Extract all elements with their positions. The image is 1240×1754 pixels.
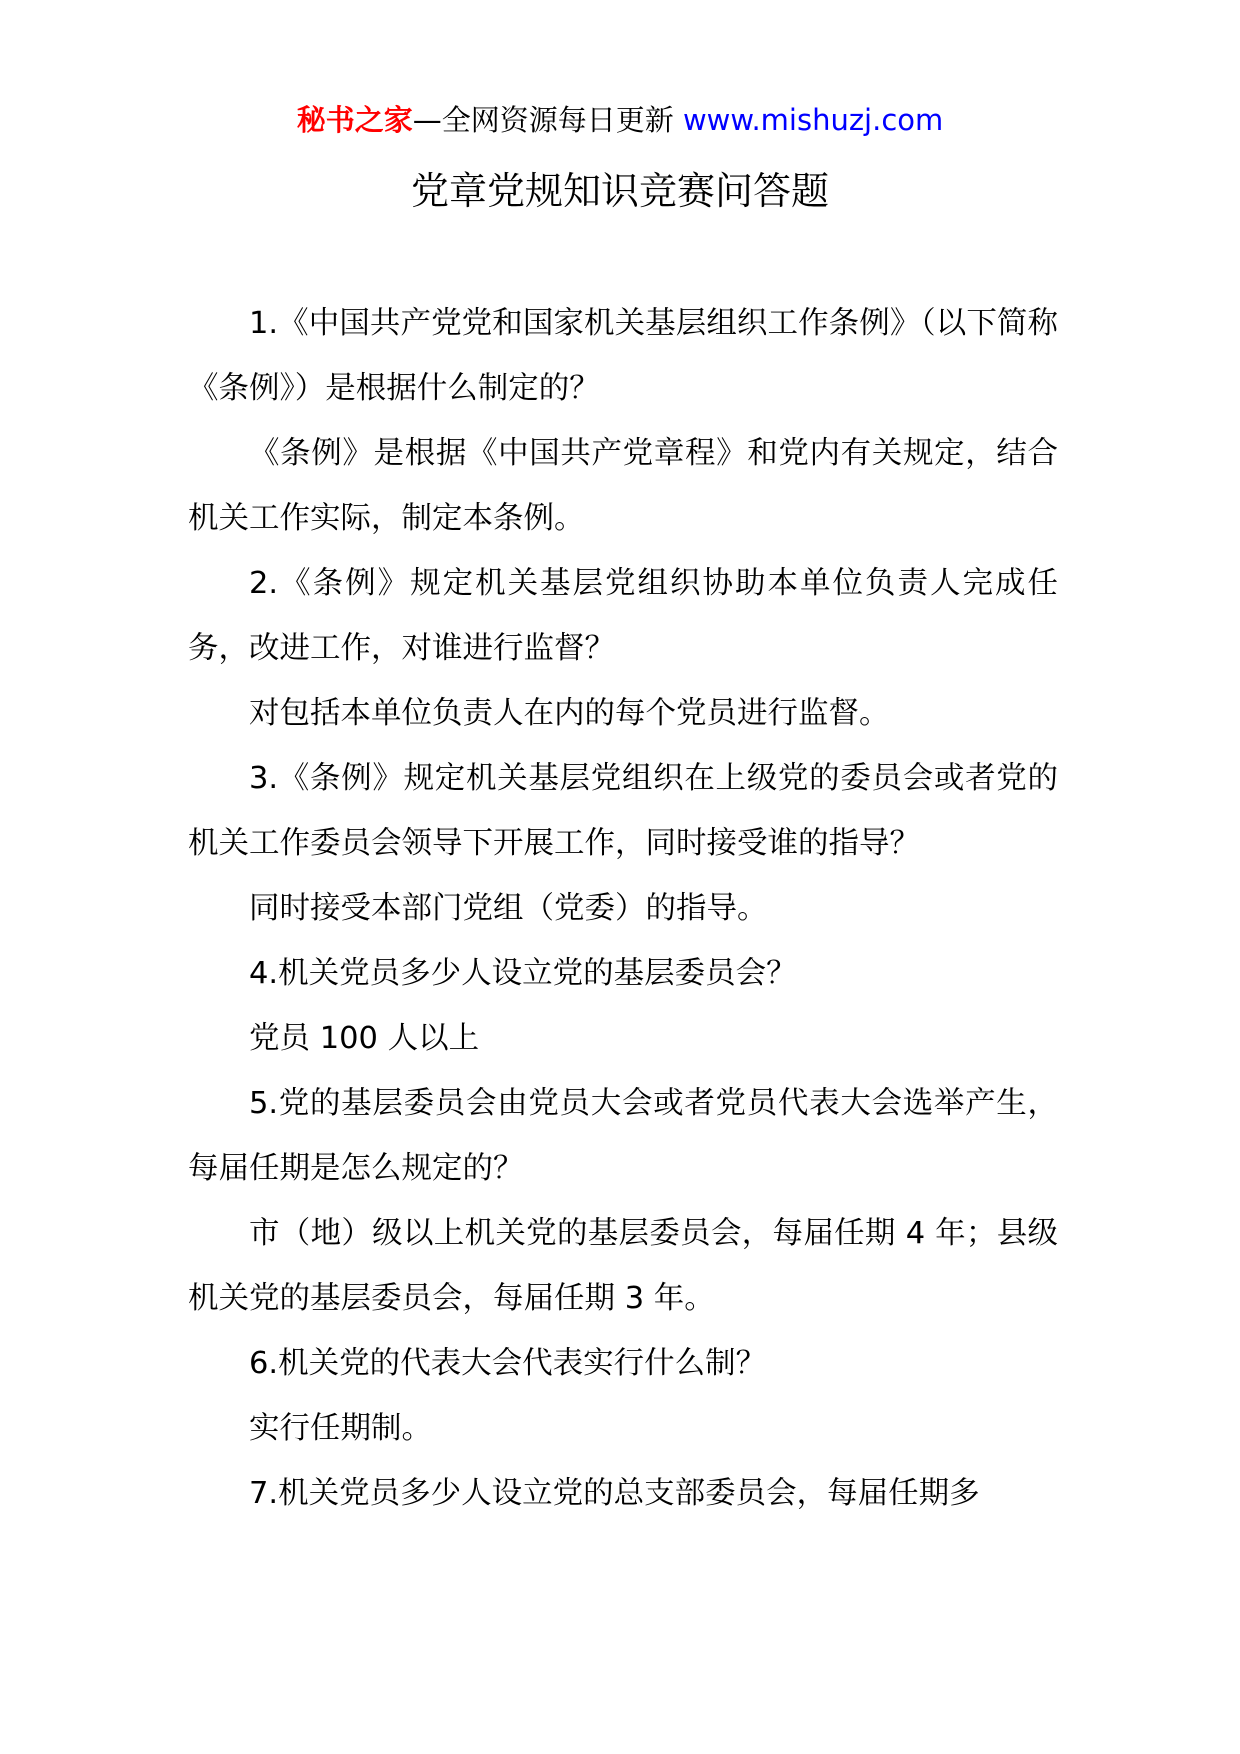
page-header xyxy=(0,100,1240,140)
document-body xyxy=(188,291,1058,1526)
question-6: 6.机关党的代表大会代表实行什么制？ xyxy=(249,1346,767,1381)
question-1: 1.《中国共产党党和国家机关基层组织工作条例》（以下简称《条例》）是根据什么制定的？ xyxy=(188,306,1058,406)
question-2: 2.《条例》规定机关基层党组织协助本单位负责人完成任务，改进工作，对谁进行监督？ xyxy=(188,566,1058,666)
site-brand: 秘书之家 xyxy=(296,103,413,137)
question-5: 5.党的基层委员会由党员大会或者党员代表大会选举产生，每届任期是怎么规定的？ xyxy=(188,1086,1058,1186)
answer-4: 党员 100 人以上 xyxy=(249,1021,480,1056)
answer-1: 《条例》是根据《中国共产党章程》和党内有关规定，结合机关工作实际，制定本条例。 xyxy=(188,436,1058,536)
document-title: 党章党规知识竞赛问答题 xyxy=(410,169,829,213)
question-3: 3.《条例》规定机关基层党组织在上级党的委员会或者党的机关工作委员会领导下开展工作，同时接受谁的指导？ xyxy=(188,761,1058,861)
answer-5: 市（地）级以上机关党的基层委员会，每届任期 4 年；县级机关党的基层委员会，每届任期 3 年。 xyxy=(188,1216,1058,1316)
question-4: 4.机关党员多少人设立党的基层委员会？ xyxy=(249,956,797,991)
answer-3: 同时接受本部门党组（党委）的指导。 xyxy=(249,891,768,926)
header-tagline: —全网资源每日更新 xyxy=(412,103,683,137)
answer-2: 对包括本单位负责人在内的每个党员进行监督。 xyxy=(249,696,890,731)
question-7: 7.机关党员多少人设立党的总支部委员会，每届任期多 xyxy=(249,1476,980,1511)
answer-6: 实行任期制。 xyxy=(249,1411,432,1446)
site-url-link[interactable]: www.mishuzj.com xyxy=(682,103,944,137)
